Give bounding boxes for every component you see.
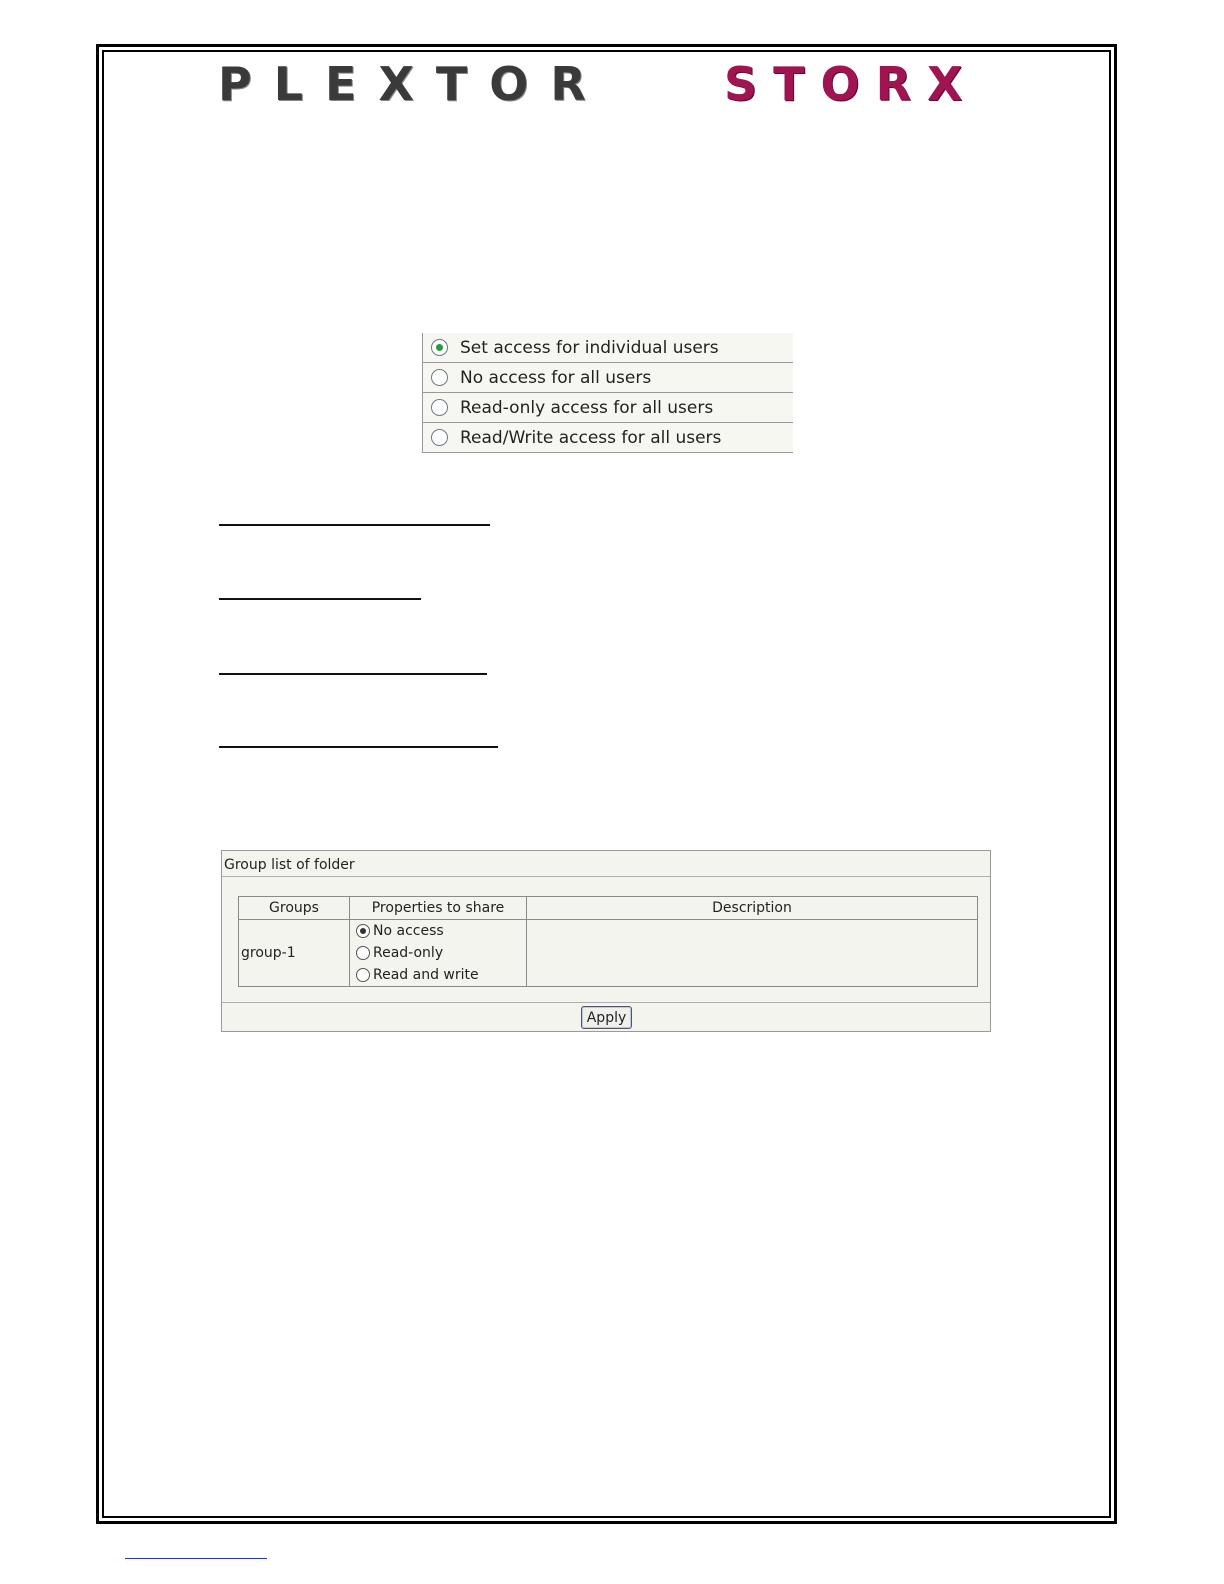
radio-unchecked-icon[interactable]: [431, 399, 448, 416]
divider: [222, 876, 990, 877]
storx-wordmark: STORX: [724, 57, 979, 111]
property-option-read-write[interactable]: [350, 964, 526, 986]
group-list-panel: [221, 850, 991, 1032]
radio-checked-icon[interactable]: [356, 924, 370, 938]
column-header-description: Description: [527, 897, 978, 920]
access-option-label: No access for all users: [460, 367, 652, 388]
radio-unchecked-icon[interactable]: [356, 968, 370, 982]
access-option-label: Read-only access for all users: [460, 397, 714, 418]
footer-link-underline: [125, 1558, 267, 1559]
access-options-panel: [422, 333, 793, 453]
description-cell: [527, 920, 978, 987]
divider: [222, 1002, 990, 1003]
table-row: [239, 920, 978, 987]
group-name-cell: group-1: [239, 920, 350, 987]
access-option-individual[interactable]: [423, 333, 793, 363]
property-option-label: Read and write: [373, 967, 479, 983]
column-header-properties: Properties to share: [350, 897, 527, 920]
properties-cell: [350, 920, 527, 987]
table-header-row: [239, 897, 978, 920]
underline-rule: [219, 673, 487, 675]
group-table: [238, 896, 978, 987]
access-option-label: Set access for individual users: [460, 337, 719, 358]
underline-rule: [219, 524, 490, 526]
plextor-storx-logo: [218, 58, 994, 110]
radio-unchecked-icon[interactable]: [356, 946, 370, 960]
radio-checked-icon[interactable]: [431, 339, 448, 356]
underline-rule: [219, 746, 498, 748]
page-border-inner: [102, 50, 1111, 1518]
group-list-title: Group list of folder: [224, 857, 355, 873]
column-header-groups: Groups: [239, 897, 350, 920]
access-option-label: Read/Write access for all users: [460, 427, 722, 448]
plextor-wordmark: PLEXTOR: [218, 57, 608, 111]
access-option-read-write[interactable]: [423, 423, 793, 453]
property-option-no-access[interactable]: [350, 920, 526, 942]
property-option-label: No access: [373, 923, 444, 939]
radio-unchecked-icon[interactable]: [431, 429, 448, 446]
access-option-read-only[interactable]: [423, 393, 793, 423]
apply-button[interactable]: Apply: [581, 1006, 632, 1029]
property-option-read-only[interactable]: [350, 942, 526, 964]
access-option-no-access[interactable]: [423, 363, 793, 393]
radio-unchecked-icon[interactable]: [431, 369, 448, 386]
underline-rule: [219, 598, 421, 600]
property-option-label: Read-only: [373, 945, 444, 961]
